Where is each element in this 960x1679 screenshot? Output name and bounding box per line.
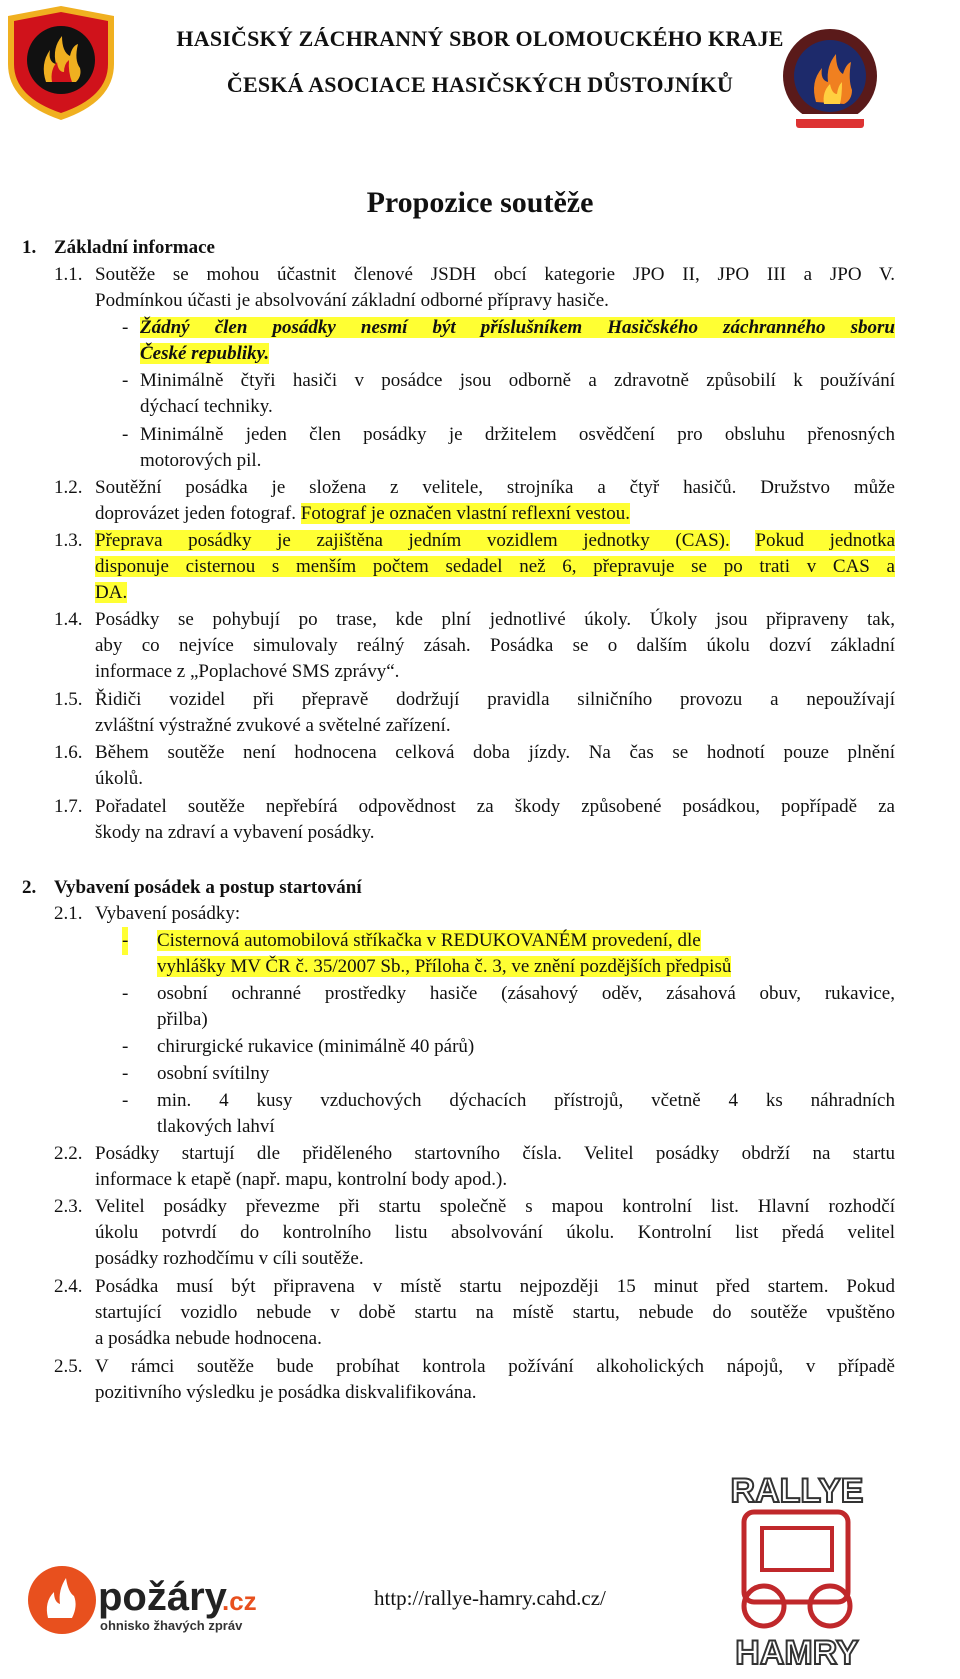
section-2-heading: Vybavení posádek a postup startování — [54, 877, 362, 898]
equipment-3: chirurgické rukavice (minimálně 40 párů) — [157, 1036, 475, 1057]
item-1-1-line-2: Podmínkou účasti je absolvování základní odborné přípravy hasiče. — [95, 290, 609, 311]
item-2-5-number: 2.5. — [54, 1356, 83, 1377]
equipment-5-line-1: min. 4 kusy vzduchových dýchacích přístrojů, včetně 4 ks náhradních — [157, 1090, 895, 1111]
item-1-4-line-1: Posádky se pohybují po trase, kde plní jednotlivé úkoly. Úkoly jsou připraveny tak, — [95, 609, 895, 630]
equipment-2-line-2: přilba) — [157, 1009, 208, 1030]
item-1-4-number: 1.4. — [54, 609, 83, 630]
item-2-4-line-2: startující vozidlo nebude v době startu na místě startu, nebude do soutěže vpuštěno — [95, 1302, 895, 1323]
footer-url: http://rallye-hamry.cahd.cz/ — [374, 1586, 606, 1610]
item-1-5-number: 1.5. — [54, 689, 83, 710]
item-1-2-line-2: doprovázet jeden fotograf. Fotograf je označen vlastní reflexní vestou. — [95, 503, 630, 524]
item-2-3-line-1: Velitel posádky převezme při startu společně s mapou kontrolní list. Hlavní rozhodčí — [95, 1196, 895, 1217]
pozary-logo — [26, 1558, 296, 1642]
item-1-7-number: 1.7. — [54, 796, 83, 817]
header-line-2: ČESKÁ ASOCIACE HASIČSKÝCH DŮSTOJNÍKŮ — [226, 72, 734, 97]
item-1-4-line-2: aby co nejvíce simulovaly reálný zásah. Posádka se o dalším úkolu dozví základní — [95, 635, 895, 656]
item-1-3-number: 1.3. — [54, 530, 83, 551]
item-2-2-number: 2.2. — [54, 1143, 83, 1164]
bullet-1-line-2: České republiky. — [140, 343, 270, 364]
item-2-2-line-1: Posádky startují dle přiděleného startovního čísla. Velitel posádky obdrží na startu — [95, 1143, 895, 1164]
equipment-dash: - — [122, 1090, 129, 1111]
item-1-1-line-1: Soutěže se mohou účastnit členové JSDH obcí kategorie JPO II, JPO III a JPO V. — [95, 264, 895, 285]
equipment-dash: - — [122, 1063, 129, 1084]
item-2-3-number: 2.3. — [54, 1196, 83, 1217]
rallye-hamry-logo — [722, 1446, 872, 1674]
item-1-7-line-1: Pořadatel soutěže nepřebírá odpovědnost za škody způsobené posádkou, popřípadě za — [95, 796, 895, 817]
equipment-2-line-1: osobní ochranné prostředky hasiče (zásahový oděv, zásahová obuv, rukavice, — [157, 983, 895, 1004]
item-1-5-line-2: zvláštní výstražné zvukové a světelné zařízení. — [95, 715, 451, 736]
page-title: Propozice soutěže — [366, 186, 594, 219]
equipment-1-line-2: vyhlášky MV ČR č. 35/2007 Sb., Příloha č. 3, ve znění pozdějších předpisů — [157, 956, 732, 977]
item-2-1-number: 2.1. — [54, 903, 83, 924]
item-2-3-line-2: úkolu potvrdí do kontrolního listu absolvování úkolu. Kontrolní list předá velitel — [95, 1222, 895, 1243]
section-1-heading: Základní informace — [54, 237, 215, 258]
item-1-2-line-1: Soutěžní posádka je složena z velitele, strojníka a čtyř hasičů. Družstvo může — [95, 477, 895, 498]
item-2-4-number: 2.4. — [54, 1276, 83, 1297]
item-2-4-line-3: a posádka nebude hodnocena. — [95, 1328, 322, 1349]
svg-text:HAMRY: HAMRY — [735, 1634, 859, 1672]
hzs-olomouc-logo — [2, 2, 120, 122]
item-2-5-line-2: pozitivního výsledku je posádka diskvalifikována. — [95, 1382, 477, 1403]
equipment-4: osobní svítilny — [157, 1063, 270, 1084]
item-1-6-line-1: Během soutěže není hodnocena celková doba jízdy. Na čas se hodnotí pouze plnění — [95, 742, 895, 763]
item-1-5-line-1: Řidiči vozidel při přepravě dodržují pravidla silničního provozu a nepoužívají — [95, 689, 895, 710]
bullet-dash: - — [122, 317, 129, 338]
header-line-1: HASIČSKÝ ZÁCHRANNÝ SBOR OLOMOUCKÉHO KRAJE — [176, 26, 784, 51]
equipment-dash: - — [122, 927, 128, 955]
bullet-3-line-1: Minimálně jeden člen posádky je držitelem osvědčení pro obsluhu přenosných — [140, 424, 895, 445]
item-2-1-text: Vybavení posádky: — [95, 903, 241, 924]
item-1-3-line-3: DA. — [95, 582, 128, 603]
equipment-dash: - — [122, 1036, 129, 1057]
item-2-4-line-1: Posádka musí být připravena v místě startu nejpozději 15 minut před startem. Pokud — [95, 1276, 895, 1297]
item-2-5-line-1: V rámci soutěže bude probíhat kontrola požívání alkoholických nápojů, v případě — [95, 1356, 895, 1377]
item-1-1-number: 1.1. — [54, 264, 83, 285]
svg-text:požáry: požáry — [98, 1575, 227, 1619]
item-1-4-line-3: informace z „Poplachové SMS zprávy“. — [95, 661, 400, 682]
equipment-dash: - — [122, 983, 129, 1004]
bullet-1-line-1: Žádný člen posádky nesmí být příslušníkem Hasičského záchranného sboru — [140, 317, 895, 338]
item-1-3-line-1: Přeprava posádky je zajištěna jedním vozidlem jednotky (CAS). Pokud jednotka — [95, 530, 896, 551]
item-2-3-line-3: posádky rozhodčímu v cíli soutěže. — [95, 1248, 364, 1269]
bullet-3-line-2: motorových pil. — [140, 450, 262, 471]
item-1-6-line-2: úkolů. — [95, 768, 144, 789]
svg-text:.cz: .cz — [222, 1586, 257, 1616]
bullet-2-line-2: dýchací techniky. — [140, 396, 273, 417]
item-1-7-line-2: škody na zdraví a vybavení posádky. — [95, 822, 375, 843]
item-1-2-number: 1.2. — [54, 477, 83, 498]
svg-text:ohnisko žhavých zpráv: ohnisko žhavých zpráv — [100, 1618, 243, 1633]
equipment-1-line-1: Cisternová automobilová stříkačka v REDUKOVANÉM provedení, dle — [157, 930, 701, 951]
section-2-number: 2. — [22, 877, 37, 898]
item-1-6-number: 1.6. — [54, 742, 83, 763]
equipment-5-line-2: tlakových lahví — [157, 1116, 275, 1137]
bullet-dash: - — [122, 370, 129, 391]
section-1-number: 1. — [22, 237, 37, 258]
bullet-2-line-1: Minimálně čtyři hasiči v posádce jsou odborně a zdravotně způsobilí k používání — [140, 370, 895, 391]
svg-text:RALLYE: RALLYE — [730, 1472, 864, 1510]
item-1-3-line-2: disponuje cisternou s menším počtem sedadel než 6, přepravuje se po trati v CAS a — [95, 556, 895, 577]
bullet-dash: - — [122, 424, 129, 445]
item-2-2-line-2: informace k etapě (např. mapu, kontrolní body apod.). — [95, 1169, 508, 1190]
